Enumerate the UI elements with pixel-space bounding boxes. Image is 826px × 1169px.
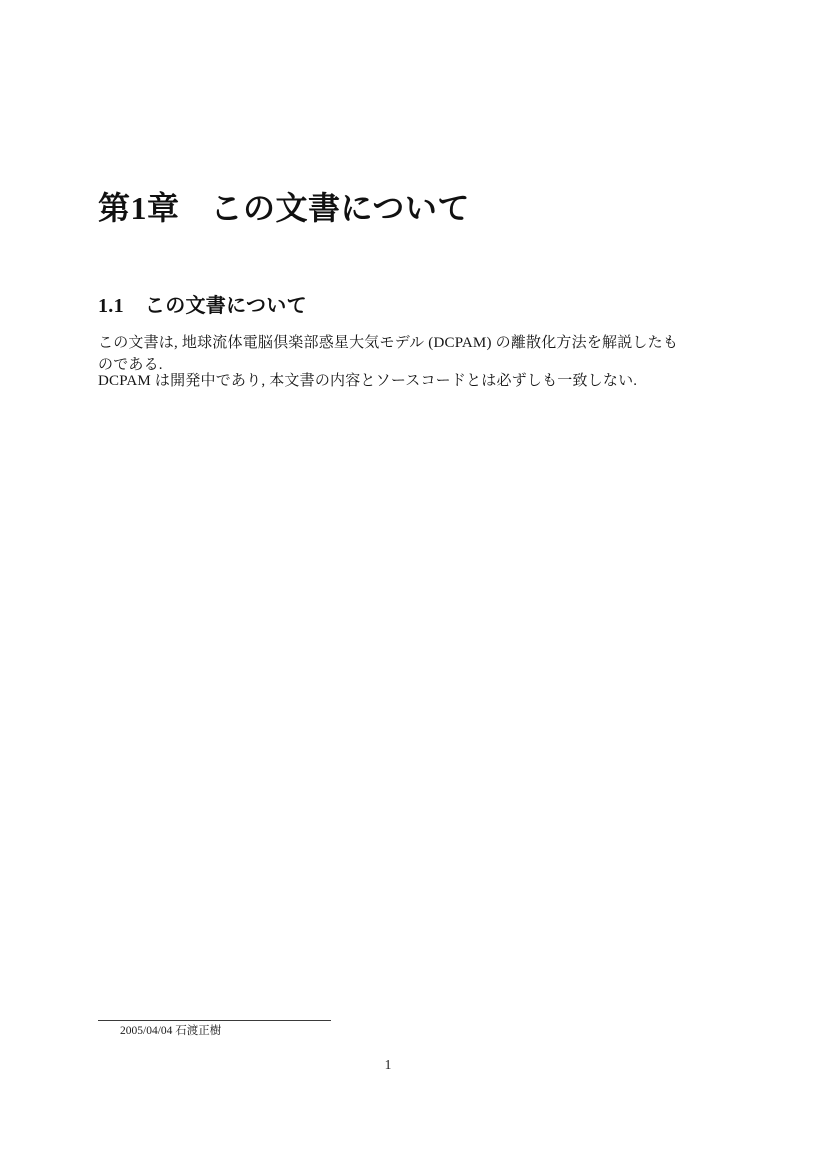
body-paragraph: この文書は, 地球流体電脳倶楽部惑星大気モデル (DCPAM) の離散化方法を解説したものである.: [98, 335, 679, 373]
footnote-text: 2005/04/04 石渡正樹: [120, 1025, 222, 1037]
section-number: 1.1: [98, 295, 124, 317]
chapter-number: 第1章: [98, 190, 180, 226]
footnote-rule: [98, 1020, 331, 1021]
chapter-title: この文書について: [210, 190, 470, 226]
section-title: この文書について: [144, 295, 307, 317]
chapter-heading: [98, 192, 470, 224]
section-heading: [98, 296, 307, 316]
body-paragraph: DCPAM は開発中であり, 本文書の内容とソースコードとは必ずしも一致しない.: [98, 373, 638, 389]
page-number: 1: [384, 1057, 392, 1072]
